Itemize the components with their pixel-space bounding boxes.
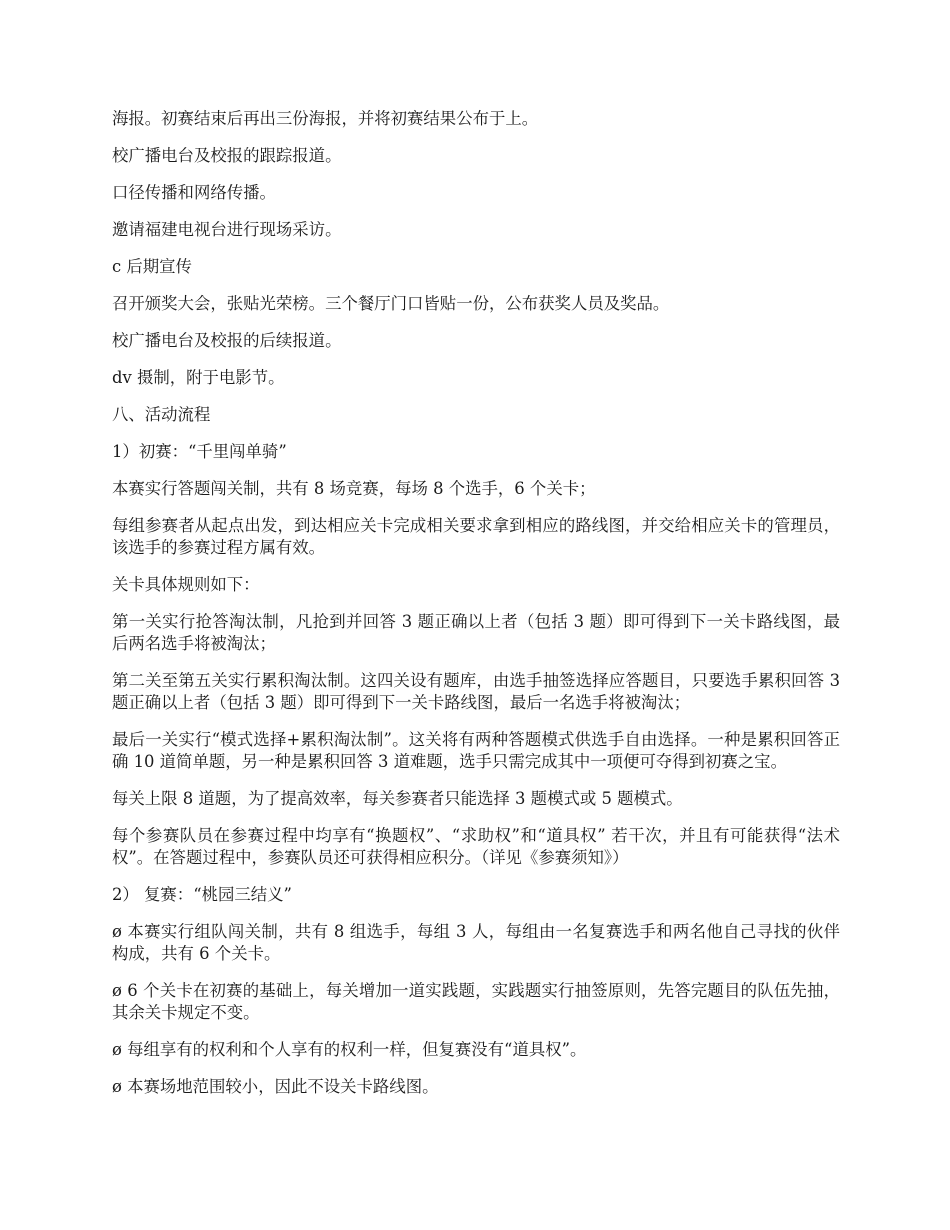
section-heading: 八、活动流程 <box>112 405 211 424</box>
subsection-heading: 1）初赛：“千里闯单骑” <box>112 442 287 461</box>
subsection-heading: 2） 复赛：“桃园三结义” <box>112 885 292 904</box>
paragraph: 第一关实行抢答淘汰制，凡抢到并回答 3 题正确以上者（包括 3 题）即可得到下一关卡路线图，最后两名选手将被淘汰； <box>112 612 840 653</box>
paragraph: 召开颁奖大会，张贴光荣榜。三个餐厅门口皆贴一份，公布获奖人员及奖品。 <box>112 294 670 313</box>
bullet-item: ø 每组享有的权利和个人享有的权利一样，但复赛没有“道具权”。 <box>112 1040 587 1059</box>
document-page <box>112 108 840 1113</box>
paragraph: 邀请福建电视台进行现场采访。 <box>112 220 342 239</box>
paragraph: 最后一关实行“模式选择+累积淘汰制”。这关将有两种答题模式供选手自由选择。一种是累积回答正确 10 道简单题，另一种是累积回答 3 道难题，选手只需完成其中一项便可夺得到初赛之宝。 <box>112 730 840 771</box>
paragraph: dv 摄制，附于电影节。 <box>112 368 285 387</box>
section-heading: c 后期宣传 <box>112 257 192 276</box>
paragraph: 校广播电台及校报的跟踪报道。 <box>112 146 342 165</box>
paragraph: 第二关至第五关实行累积淘汰制。这四关设有题库，由选手抽签选择应答题目，只要选手累积回答 3 题正确以上者（包括 3 题）即可得到下一关卡路线图，最后一名选手将被淘汰； <box>112 671 840 712</box>
paragraph: 每组参赛者从起点出发，到达相应关卡完成相关要求拿到相应的路线图，并交给相应关卡的管理员，该选手的参赛过程方属有效。 <box>112 516 840 557</box>
paragraph: 关卡具体规则如下： <box>112 575 260 594</box>
paragraph: 每关上限 8 道题，为了提高效率，每关参赛者只能选择 3 题模式或 5 题模式。 <box>112 789 683 808</box>
bullet-item: ø 本赛实行组队闯关制，共有 8 组选手，每组 3 人，每组由一名复赛选手和两名他自己寻找的伙伴构成，共有 6 个关卡。 <box>112 922 840 963</box>
paragraph: 海报。初赛结束后再出三份海报，并将初赛结果公布于上。 <box>112 109 539 128</box>
bullet-item: ø 6 个关卡在初赛的基础上，每关增加一道实践题，实践题实行抽签原则，先答完题目的队伍先抽，其余关卡规定不变。 <box>112 981 840 1022</box>
paragraph: 校广播电台及校报的后续报道。 <box>112 331 342 350</box>
paragraph: 本赛实行答题闯关制，共有 8 场竞赛，每场 8 个选手，6 个关卡； <box>112 479 596 498</box>
paragraph: 每个参赛队员在参赛过程中均享有“换题权”、“求助权”和“道具权” 若干次，并且有可能获得“法术权”。在答题过程中，参赛队员还可获得相应积分。（详见《参赛须知》） <box>112 826 840 867</box>
bullet-item: ø 本赛场地范围较小，因此不设关卡路线图。 <box>112 1077 439 1096</box>
paragraph: 口径传播和网络传播。 <box>112 183 276 202</box>
